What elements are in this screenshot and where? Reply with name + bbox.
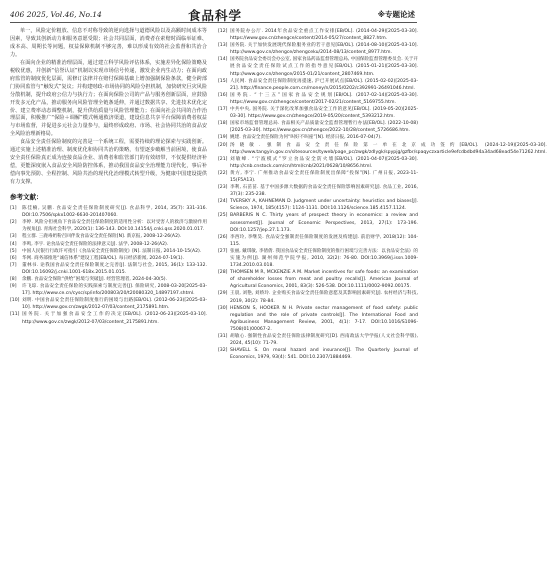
reference-number: [17]	[218, 107, 228, 113]
reference-list-left	[10, 205, 207, 326]
reference-number: [18]	[218, 121, 228, 127]
reference-text: 国家市场监督管理总局. 食品相关产品质量安全监督管理暂行办法[EB/OL]. (2022-10-08)[2025-03-30]. https://www.gov.cn/zhengce/2022-10/28/content_5726686.htm.	[230, 121, 418, 134]
reference-item	[218, 120, 418, 134]
reference-item	[10, 311, 207, 325]
reference-number: [24]	[218, 199, 228, 205]
reference-number: [2]	[10, 220, 17, 226]
body-paragraph: 单一，风险定价粗放、信息不对称导致的逆向选择与道德风险以及高额时间成本等因素，导致其创新动力和服务意愿受限；社会共同层面，消费者在索赔时面临举证难、成本高、周期长等问题，权益保障机制不够完善，难以形成有效的社会监督和共治合力。	[10, 28, 207, 58]
reference-text: 国务院. “十三五”国家食品安全规划[EB/OL]. (2017-02-14)[2025-03-30]. https://www.gov.cn/zhengce/content/2017-02/21/content_5169755.htm.	[230, 92, 418, 105]
reference-text: 刘敏峰. “宁波模式”罗立食品安全防火墙[EB/OL]. (2021-04-07)[2025-03-30]. http://cnb.cnstock.com/cn/html/cnb/2021/0628/10/8656.html.	[230, 156, 418, 169]
reference-text: 国务院食品安全委员会办公室, 国家食品药品监督管理总局, 中国保险监督管理委员会. 关于开展食品安全责任保险试点工作的指导意见[EB/OL]. (2015-01-21)[2025-03-30]. http://www.gov.cn/zhengce/2015-01/21/content_2807469.htm.	[230, 57, 418, 77]
reference-number: [7]	[10, 262, 17, 268]
reference-number: [4]	[10, 241, 17, 247]
reference-text: 余鹏. 食品安全保险“供给”困境与突破[J]. 经营管理者, 2024-04-30(5).	[22, 277, 168, 282]
header-rule	[10, 22, 417, 23]
reference-item	[218, 347, 418, 361]
reference-text: 汤晓敏. 强制食品安全责任保险第一单在北京成功签约[EB/OL]. (2024-12-19)[2025-03-30]. http://www.tangyin.gov.cn/sitesources/tyweb/page_pc/zwgk/zdlygk/spypjg/gzfbr/spaqyczxarticle9efcdbdbd94a34ad68ead54e71262.html.	[230, 142, 547, 155]
reference-number: [23]	[218, 185, 228, 191]
reference-number: [28]	[218, 270, 228, 276]
reference-item	[218, 142, 547, 156]
left-column	[10, 28, 207, 326]
reference-item	[10, 283, 207, 297]
reference-number: [6]	[10, 255, 17, 261]
reference-text: 国务院. 关于加快发展现代保险服务业的若干意见[EB/OL]. (2014-08-10)[2025-03-10]. http://www.gov.cn/zhengce/zhengceku/2014-08/13/content_8977.htm.	[230, 43, 418, 56]
reference-text: 李西玲, 李继昊. 食品安全强制责任保险制度的发展及构建[J]. 前沿财学, 2018(12): 104-115.	[230, 234, 418, 247]
reference-text: HENSON S, HOOKER N H. Private sector management of food safety: public regulation and the role of private controls[J]. The International Food and Agribusiness Management Review, 2001, 4(1): 7-17. DOI:10.1016/S1096-7508(01)00067-2.	[230, 305, 418, 332]
reference-item	[10, 297, 207, 311]
reference-item	[218, 134, 418, 141]
reference-item	[218, 184, 418, 198]
section-label: ※专题论述	[377, 10, 415, 19]
reference-number: [29]	[218, 291, 228, 297]
reference-item	[10, 205, 207, 219]
reference-text: 程立群. 三鹿毒奶粉召回伴发食品安全责任保险[N]. 新京报, 2008-12-26(A2).	[22, 234, 182, 240]
reference-text: 黄方, 李宁. 广州推动食品安全责任保险制度出保障“投保”[N]. 广州日报, 2023-11-15(F5A13).	[230, 170, 418, 183]
reference-text: THOMSEN M R, MCKENZIE A M. Market incentives for safe foods: an examination of shareholder losses from meat and poultry recalls[J]. American Journal of Agricultural Economics, 2001, 83(3): 526-538. DOI:10.1111/0002-9092.00175.	[230, 270, 418, 290]
reference-item	[218, 305, 418, 333]
reference-text: 陈佳楠, 吴鹏. 食品安全责任保险制度研究[J]. 食品科学, 2014, 35(7): 331-316. DOI:10.7506/spkx1002-6630-201407060.	[22, 206, 207, 219]
reference-item	[10, 219, 207, 233]
reference-text: 董林书. 论我国食品安全责任保险制度之完善[J]. 法制与社会, 2015, 36(1): 133-132. DOI:10.16092/j.cnki.1001-618x.2015.01.015.	[22, 262, 207, 275]
reference-text: 国务院. 关于加强食品安全工作的决定[EB/OL]. (2012-06-23)[2025-03-10]. http://www.gov.cn/zwgk/2012-07/03/content_2175891.htm.	[22, 312, 207, 325]
reference-text: 张丽, 戴琪敏, 李倩倩. 我国食品安全责任保险制度的推行困境与完善方法：以食品安全法》的实施为例[J]. 湖州师范学院学报, 2010, 32(2): 76-80. DOI:10.3969/j.issn.1009-1734.2010.03.018.	[230, 248, 418, 269]
reference-item	[218, 212, 418, 233]
reference-number: [25]	[218, 213, 228, 219]
reference-number: [8]	[10, 277, 17, 282]
reference-item	[218, 92, 418, 106]
body-paragraph: 在面向企业的精准治理层面，通过建立科学风险评估体系，实施差异化保险策略及税收优惠，并创新“信誉认证”机制以实现市场信号传递，激发企业内生动力；在面向政府监管的制度优化层面，需修订法律并在赔付保障基础上增加强制保险条款，健全跨部门协同监管与“触发式”复议；并构建财政-市场协同的风险分担机制，加快研究巨灾风险分散机制，提升政府公信力与执行力；在面向保险公司的产品与服务创新层面，应鼓励开发多元化产品，推动服务向风险管理全链条延伸，并通过数据共享、先进技术优化定价、建立费率动态调整机制，提升供给质量与风险管理能力；在面向社会共同的合作治理层面，积极推广“保险＋调解”模式畅通救济渠道，建设信息共享平台保障消费者权益与市场监督，并促进多元社会力量参与，最终形成政府、市场、社会协同共治的食品安全风险治理新格局。	[10, 59, 207, 138]
reference-item	[218, 198, 418, 212]
reference-number: [3]	[10, 234, 17, 240]
reference-item	[218, 28, 418, 42]
reference-text: 国务院办公厅. 2014年食品安全重点工作安排[EB/OL]. (2014-04-29)[2025-03-30]. https://www.gov.cn/zhengce/content/2014-05/27/content_8827.htm.	[230, 29, 418, 42]
right-column	[218, 28, 547, 361]
reference-item	[10, 248, 207, 255]
reference-text: 李利, 石苗苗. 基于中国多源大数据的食品安全责任保险影响因素研究[J]. 食品工业, 2016, 37(3): 235-238.	[230, 185, 418, 198]
reference-text: 刘明. 中国食品安全责任保险制度推行的困境与出路[EB/OL]. (2012-06-23)[2025-03-10]. http://www.gov.cn/zwgk/2012-07/03/content_2175891.htm.	[22, 298, 207, 311]
references-heading: 参考文献：	[10, 193, 43, 202]
reference-text: 李婷. 风险分担视角下食品安全责任保险制度的适用性分析：以对受害人的救济与激励作用为视角[J]. 青海社会科学, 2020(1): 136-143. DOI:10.14154/j.cnki.qss.2020.01.017.	[22, 220, 207, 233]
reference-number: [10]	[10, 298, 20, 304]
reference-item	[218, 78, 418, 92]
reference-text: 姚建. 食品安全责任保险为何“叫好不叫座”[N]. 经济日报, 2016-07-04(7).	[230, 135, 382, 141]
reference-number: [31]	[218, 334, 228, 340]
reference-text: 人民网. 食品安全责任保险制度再提速, 沪已开展试点[EB/OL]. (2015-02-02)[2025-03-21]. http://finance.people.com.cn/money/n/2015/0202/c392991-26491046.html.	[230, 78, 418, 91]
reference-number: [22]	[218, 170, 228, 176]
reference-item	[218, 42, 418, 56]
reference-item	[218, 333, 418, 347]
reference-number: [30]	[218, 305, 228, 311]
reference-list-right	[218, 28, 547, 361]
reference-item	[218, 106, 418, 120]
reference-number: [32]	[218, 348, 228, 354]
reference-text: 胡敏心. 强制性食品安全责任保险法律制度研究[D]. 西南政法大学学报(人文社会科学版), 2024, 45(10): 71-79.	[230, 334, 418, 347]
reference-number: [5]	[10, 248, 17, 254]
reference-number: [26]	[218, 234, 228, 240]
reference-item	[218, 269, 418, 290]
reference-number: [14]	[218, 57, 228, 63]
reference-number: [11]	[10, 312, 20, 318]
reference-number: [21]	[218, 156, 228, 162]
reference-number: [20]	[218, 142, 228, 148]
page-header	[0, 0, 427, 26]
reference-number: [13]	[218, 43, 228, 49]
reference-item	[218, 56, 418, 77]
reference-number: [1]	[10, 206, 17, 212]
reference-item	[218, 234, 418, 248]
reference-item	[10, 233, 207, 240]
reference-number: [9]	[10, 284, 17, 290]
reference-text: 许飞琼. 食品安全责任保险的实践探索与制度完善[J]. 保险研究, 2008-03-20[2025-03-17]. http://www.ce.cn/cysc/sp/info/200803/20/t20080320_14897197.shtml.	[22, 284, 207, 297]
reference-number: [15]	[218, 78, 228, 84]
reference-text: 王晨, 刘艳, 刘娇玲. 企业购买食品安全责任保险意愿及其影响因素研究[J]. 农村经济与科技, 2019, 30(2): 78-84.	[230, 291, 418, 304]
reference-item	[218, 248, 418, 269]
reference-number: [16]	[218, 92, 228, 98]
reference-item	[10, 241, 207, 248]
reference-number: [19]	[218, 135, 228, 141]
reference-item	[218, 170, 418, 184]
reference-text: 华网. 商务部推进“诚信体系”建设工程[EB/OL]. 每日经济新闻, 2024-07-19(1).	[22, 255, 185, 261]
reference-item	[10, 276, 207, 283]
reference-number: [12]	[218, 29, 228, 34]
page-number-volume: 406 2025, Vol.46, No.14	[10, 10, 102, 19]
reference-number: [27]	[218, 248, 228, 254]
reference-item	[218, 290, 418, 304]
reference-item	[10, 262, 207, 276]
reference-text: 中国人民银行行政许可指引《食品安全责任保险制度》[N]. 法制日报, 2014-10-15(A2).	[22, 248, 202, 254]
reference-item	[218, 156, 418, 170]
reference-text: SHAVELL S. On moral hazard and insurance[J]. The Quarterly Journal of Economics, 1979, 93(4): 541. DOI:10.2307/1884469.	[230, 348, 418, 361]
reference-text: BARBERIS N C. Thirty years of prospect theory in economics: a review and assessment[J]. Journal of Economic Perspectives, 2013, 27(1): 173-196. DOI:10.1257/jep.27.1.173.	[230, 213, 418, 233]
reference-item	[10, 255, 207, 262]
reference-text: TVERSKY A, KAHNEMAN D. Judgment under uncertainty: heuristics and biases[J]. Science, 1974, 185(4157): 1124-1131. DOI:10.1126/science.185.4157.1124.	[230, 199, 418, 212]
journal-logo: 食品科学	[188, 8, 243, 23]
reference-text: 李鸣, 李宇. 论食品安全责任保险的法律意义[J]. 法学, 2008-12-26(A2).	[22, 241, 169, 247]
body-paragraph: 食品安全责任保险制度的完善是一个系统工程，需要持续的理论探索与实践创新。通过实施上述精准治理、制度优化和协同共治的策略，有望逐步破解当前困境，使食品安全责任保险真正成为连接食品企业、消费者和监管部门的有效纽带，不仅提供经济补偿，更能深度嵌入食品安全风险防控体系，推动我国食品安全治理能力现代化，事后补偿向事先预防、全程控制、风险共治的现代化治理模式转型升级，为健康中国建设提供有力支撑。	[10, 139, 207, 186]
reference-text: 中共中央, 国务院. 关于深化改革加强食品安全工作的意见[EB/OL]. (2019-05-20)[2025-03-30]. https://www.gov.cn/zhengce/2019-05/20/content_5393212.htm.	[230, 107, 418, 120]
